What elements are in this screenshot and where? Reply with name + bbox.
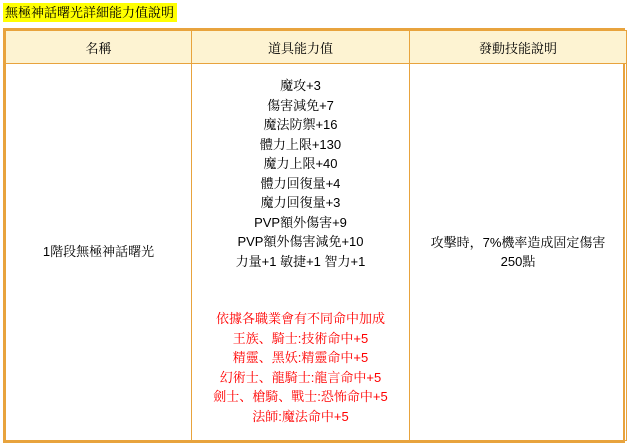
stat-line: 魔攻+3 [280, 78, 321, 93]
cell-item-name: 1階段無極神話曙光 [6, 64, 192, 441]
stat-line: 魔法防禦+16 [263, 117, 338, 132]
column-header-name: 名稱 [6, 31, 192, 64]
ability-table-container [3, 28, 625, 443]
stat-bonus-line: 精靈、黑妖:精靈命中+5 [232, 350, 369, 365]
ability-table [5, 30, 627, 441]
stat-bonus-line: 依據各職業會有不同命中加成 [215, 311, 385, 326]
skill-line: 攻擊時，7%機率造成固定傷害 [430, 235, 606, 250]
cell-skill-description [410, 64, 627, 441]
table-row [6, 64, 627, 441]
stat-bonus-line: 王族、騎士:技術命中+5 [232, 330, 369, 346]
stat-line: 傷害減免+7 [267, 97, 334, 113]
stat-line: PVP額外傷害+9 [254, 214, 347, 230]
column-header-skill: 發動技能說明 [410, 31, 627, 64]
stat-spacer [196, 271, 405, 290]
stat-line: 魔力上限+40 [263, 156, 338, 171]
stat-line: 魔力回復量+3 [260, 195, 341, 210]
cell-item-stats [192, 64, 410, 441]
table-header [6, 31, 627, 64]
table-body [6, 64, 627, 441]
stat-line: 力量+1 敏捷+1 智力+1 [235, 253, 366, 269]
page-title: 無極神話曙光詳細能力值說明 [3, 3, 177, 22]
table-header-row [6, 31, 627, 64]
stat-line: 體力回復量+4 [260, 175, 341, 191]
stat-bonus-line: 劍士、槍騎、戰士:恐怖命中+5 [213, 389, 388, 404]
column-header-stats: 道具能力值 [192, 31, 410, 64]
stat-line: 體力上限+130 [259, 136, 342, 152]
skill-line: 250點 [500, 254, 536, 269]
stat-spacer [196, 290, 405, 309]
stat-bonus-line: 幻術士、龍騎士:龍言命中+5 [219, 369, 382, 385]
stat-bonus-line: 法師:魔法命中+5 [252, 408, 349, 424]
stat-line: PVP額外傷害減免+10 [237, 234, 364, 249]
